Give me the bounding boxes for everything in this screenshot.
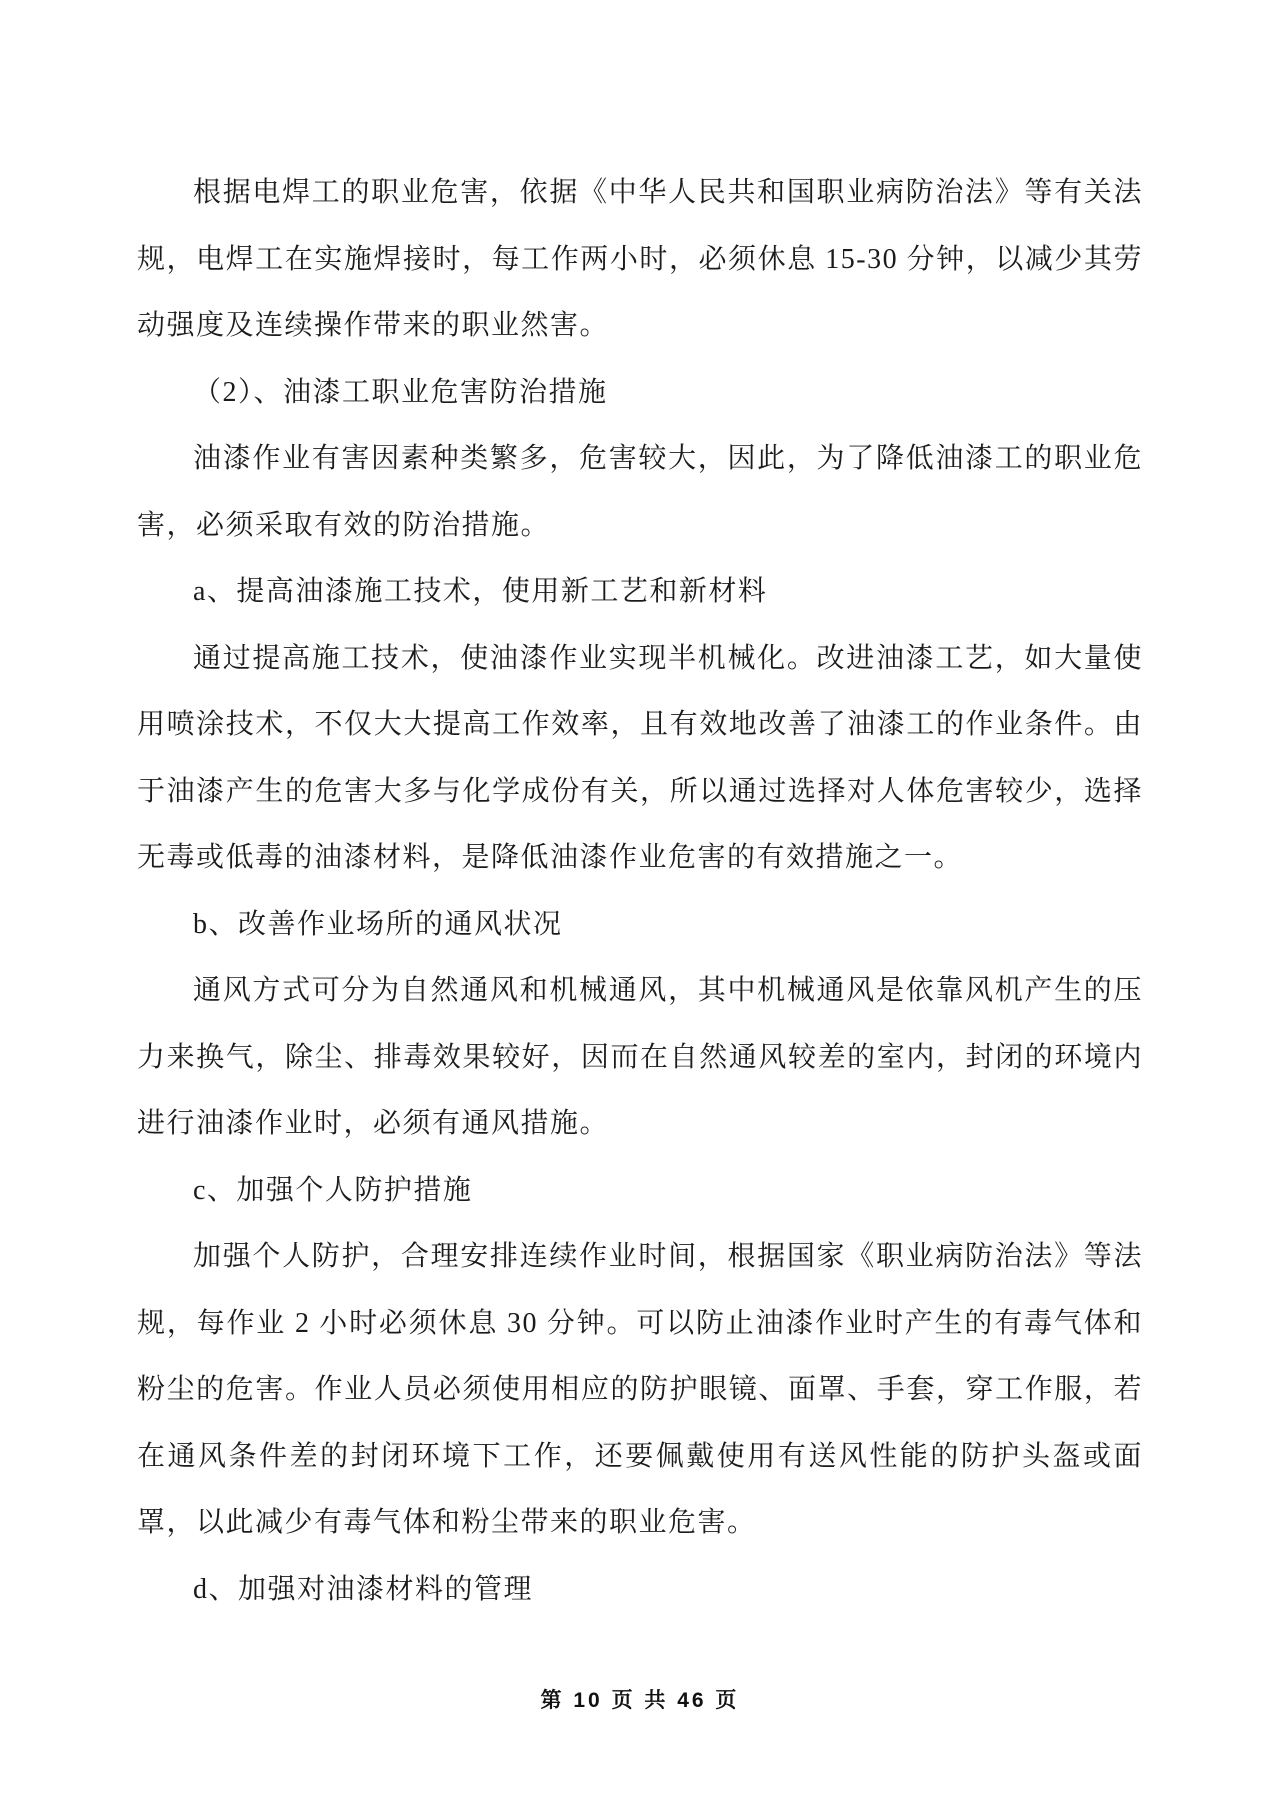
heading-item-a: a、提高油漆施工技术，使用新工艺和新材料 (193, 576, 768, 607)
page-footer (0, 1684, 1280, 1714)
heading-painter-measures: （2）、油漆工职业危害防治措施 (193, 376, 608, 408)
paragraph-item-a-detail: 通过提高施工技术，使油漆作业实现半机械化。改进油漆工艺，如大量使用喷涂技术，不仅大大提高工作效率，且有效地改善了油漆工的作业条件。由于油漆产生的危害大多与化学成份有关，所以通过选择对人体危害较少，选择无毒或低毒的油漆材料，是降低油漆作业危害的有效措施之一。 (137, 642, 1143, 873)
page-number-label: 第 10 页 共 46 页 (540, 1689, 740, 1712)
paragraph-item-b-detail: 通风方式可分为自然通风和机械通风，其中机械通风是依靠风机产生的压力来换气，除尘、排毒效果较好，因而在自然通风较差的室内，封闭的环境内进行油漆作业时，必须有通风措施。 (137, 975, 1143, 1139)
heading-item-b: b、改善作业场所的通风状况 (193, 908, 563, 940)
paragraph-painter-intro: 油漆作业有害因素种类繁多，危害较大，因此，为了降低油漆工的职业危害，必须采取有效的防治措施。 (137, 443, 1143, 541)
heading-item-d: d、加强对油漆材料的管理 (193, 1573, 534, 1605)
document-body (137, 160, 1143, 1623)
paragraph-welder-regulation: 根据电焊工的职业危害，依据《中华人民共和国职业病防治法》等有关法规，电焊工在实施焊接时，每工作两小时，必须休息 15-30 分钟，以减少其劳动强度及连续操作带来的职业然害。 (137, 177, 1143, 341)
paragraph-item-c-detail: 加强个人防护，合理安排连续作业时间，根据国家《职业病防治法》等法规，每作业 2 小时必须休息 30 分钟。可以防止油漆作业时产生的有毒气体和粉尘的危害。作业人员必须使用相应的防护眼镜、面罩、手套，穿工作服，若在通风条件差的封闭环境下工作，还要佩戴使用有送风性能的防护头盔或面罩，以此减少有毒气体和粉尘带来的职业危害。 (137, 1241, 1143, 1538)
heading-item-c: c、加强个人防护措施 (193, 1174, 473, 1206)
